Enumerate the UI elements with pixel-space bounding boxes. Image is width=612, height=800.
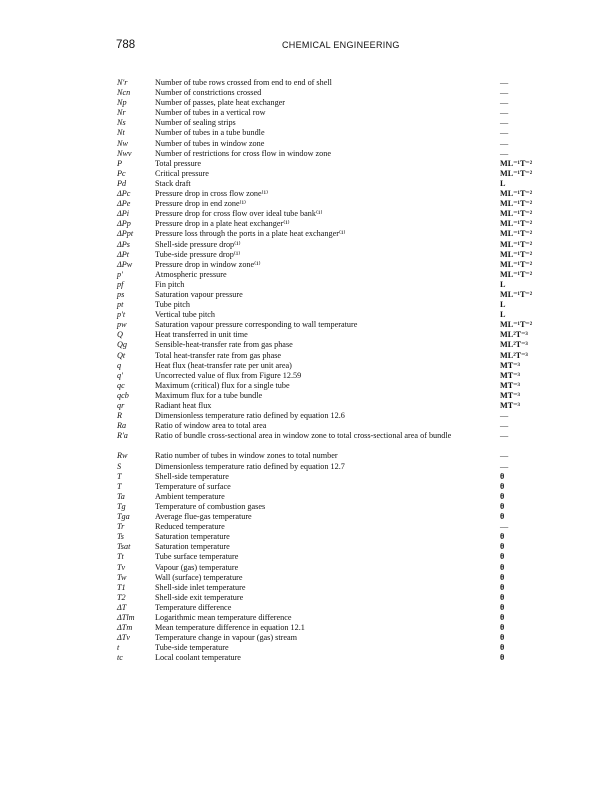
symbol: pf — [117, 279, 124, 289]
running-title: CHEMICAL ENGINEERING — [282, 40, 400, 50]
description: Total pressure — [155, 158, 202, 168]
description: Maximum (critical) flux for a single tube — [155, 380, 290, 390]
dimensions: ML⁻¹T⁻² — [500, 168, 533, 178]
table-row — [117, 411, 517, 421]
table-row — [117, 431, 517, 451]
description: Number of constrictions crossed — [155, 88, 262, 98]
description: Fin pitch — [155, 279, 185, 289]
dimensions: θ — [500, 562, 505, 572]
table-row — [117, 390, 520, 401]
dimensions: θ — [500, 542, 505, 552]
table-row — [117, 623, 517, 633]
symbol: S — [117, 461, 122, 471]
symbol: Tv — [117, 562, 126, 572]
description: Wall (surface) temperature — [155, 572, 243, 582]
table-row — [117, 451, 517, 461]
description: Maximum flux for a tube bundle — [155, 390, 263, 400]
symbol: Tt — [117, 552, 124, 562]
description: Number of tubes in a vertical row — [155, 108, 266, 118]
symbol: Nw — [117, 138, 128, 148]
symbol: N′r — [117, 78, 128, 87]
table-row — [117, 229, 533, 239]
dimensions: ML⁻¹T⁻² — [500, 259, 533, 269]
symbol: T2 — [117, 592, 126, 602]
table-row — [117, 239, 533, 250]
table-row — [117, 78, 517, 88]
description: Ratio of bundle cross-sectional area in window zone to total cross-sectional area of bundle — [155, 431, 452, 441]
symbol: ΔPe — [117, 199, 131, 209]
description: Pressure loss through the ports in a plate heat exchanger⁽¹⁾ — [155, 229, 346, 239]
description: Number of tubes in a tube bundle — [155, 128, 265, 138]
description: Saturation vapour pressure — [155, 289, 243, 299]
symbol: qcb — [117, 390, 129, 400]
symbol: Qt — [117, 350, 126, 360]
symbol: T1 — [117, 582, 126, 592]
symbol: ΔPpt — [117, 229, 134, 239]
description: Tube-side pressure drop⁽¹⁾ — [155, 249, 241, 259]
symbol: ΔPw — [117, 259, 133, 269]
table-row — [117, 370, 520, 381]
dimensions: ML²T⁻³ — [500, 350, 528, 360]
description: Atmospheric pressure — [155, 269, 227, 279]
dimensions: — — [500, 461, 509, 471]
table-row — [117, 462, 517, 472]
dimensions: — — [500, 88, 509, 98]
description: Average flue-gas temperature — [155, 512, 252, 522]
dimensions: MT⁻³ — [500, 360, 520, 370]
symbol: ΔPi — [117, 209, 130, 219]
description: Number of sealing strips — [155, 118, 236, 128]
table-row — [117, 653, 517, 663]
description: Tube surface temperature — [155, 552, 239, 562]
table-row — [117, 492, 517, 502]
description: Number of restrictions for cross flow in window zone — [155, 148, 331, 158]
dimensions: θ — [500, 532, 505, 542]
description: Heat transferred in unit time — [155, 330, 248, 340]
dimensions: ML²T⁻³ — [500, 340, 528, 350]
description: Pressure drop in window zone⁽¹⁾ — [155, 259, 261, 269]
description: Temperature of surface — [155, 481, 231, 491]
table-row — [117, 118, 517, 128]
symbol: q′ — [117, 370, 123, 380]
dimensions: L — [500, 310, 506, 320]
dimensions: θ — [500, 612, 505, 622]
table-row — [117, 98, 517, 108]
symbol: ΔPt — [117, 249, 130, 259]
dimensions: θ — [500, 501, 505, 511]
table-row — [117, 310, 517, 320]
table-row — [117, 360, 520, 371]
symbol: Ta — [117, 491, 125, 501]
symbol: Ra — [117, 421, 127, 431]
description: Vertical tube pitch — [155, 310, 216, 320]
dimensions: MT⁻³ — [500, 380, 520, 390]
description: Temperature difference — [155, 602, 232, 612]
table-row — [117, 573, 517, 583]
description: Vapour (gas) temperature — [155, 562, 239, 572]
symbol: Nt — [117, 128, 125, 138]
symbol: T — [117, 481, 122, 491]
description: Mean temperature difference in equation 12.1 — [155, 623, 305, 633]
dimensions: θ — [500, 602, 505, 612]
table-row — [117, 380, 520, 391]
dimensions: ML⁻¹T⁻² — [500, 229, 533, 239]
table-row — [117, 512, 517, 522]
description: Shell-side pressure drop⁽¹⁾ — [155, 239, 241, 249]
symbol: Ts — [117, 532, 124, 542]
symbol: Tg — [117, 501, 126, 511]
dimensions: θ — [500, 491, 505, 501]
table-row — [117, 350, 528, 361]
table-row — [117, 401, 520, 411]
symbol: tc — [117, 653, 123, 663]
table-row — [117, 330, 528, 340]
description: Dimensionless temperature ratio defined by equation 12.7 — [155, 461, 345, 471]
symbol: ΔT — [117, 602, 127, 612]
dimensions: — — [500, 108, 509, 118]
symbol: p′ — [117, 269, 123, 279]
table-row — [117, 269, 533, 280]
table-row — [117, 502, 517, 512]
page-header — [116, 39, 516, 53]
dimensions: θ — [500, 481, 505, 491]
symbol: Tsat — [117, 542, 131, 552]
dimensions: θ — [500, 471, 505, 481]
symbol: Np — [117, 98, 127, 108]
description: Stack draft — [155, 178, 191, 188]
symbol: Qg — [117, 340, 128, 350]
dimensions: — — [500, 421, 509, 431]
description: Shell-side temperature — [155, 471, 229, 481]
dimensions: ML⁻¹T⁻² — [500, 209, 533, 219]
description: Saturation vapour pressure corresponding to wall temperature — [155, 320, 358, 330]
symbol: T — [117, 471, 122, 481]
dimensions: θ — [500, 512, 505, 522]
description: Tube pitch — [155, 300, 190, 310]
description: Tube-side temperature — [155, 643, 229, 653]
table-row — [117, 593, 517, 603]
table-row — [117, 249, 533, 260]
symbol: Rw — [117, 451, 128, 461]
dimensions: — — [500, 522, 509, 532]
dimensions: — — [500, 431, 509, 441]
table-row — [117, 613, 517, 623]
dimensions: — — [500, 148, 509, 158]
description: Number of tubes in window zone — [155, 138, 265, 148]
description: Number of passes, plate heat exchanger — [155, 98, 286, 108]
dimensions: — — [500, 451, 509, 461]
table-row — [117, 128, 517, 138]
description: Ratio number of tubes in window zones to total number — [155, 451, 338, 461]
symbol: ΔTlm — [117, 612, 135, 622]
symbol: ps — [117, 289, 125, 299]
symbol: Tga — [117, 512, 130, 522]
table-row — [117, 289, 533, 300]
dimensions: θ — [500, 582, 505, 592]
table-row — [117, 280, 517, 290]
symbol: q — [117, 360, 122, 370]
description: Pressure drop in cross flow zone⁽¹⁾ — [155, 189, 269, 199]
symbol: Nr — [117, 108, 126, 118]
table-row — [117, 633, 517, 643]
table-row — [117, 88, 517, 98]
table-row — [117, 563, 517, 573]
description: Heat flux (heat-transfer rate per unit area) — [155, 360, 292, 370]
table-row — [117, 300, 517, 310]
description: Local coolant temperature — [155, 653, 241, 663]
description: Total heat-transfer rate from gas phase — [155, 350, 282, 360]
table-row — [117, 209, 533, 219]
table-row — [117, 179, 517, 189]
description: Ratio of window area to total area — [155, 421, 267, 431]
page-number: 788 — [116, 39, 136, 51]
description: Ambient temperature — [155, 491, 225, 501]
dimensions: ML⁻¹T⁻² — [500, 320, 533, 330]
dimensions: — — [500, 118, 509, 128]
description: Temperature change in vapour (gas) stream — [155, 633, 297, 643]
description: Shell-side inlet temperature — [155, 582, 246, 592]
symbol: ΔTm — [117, 623, 133, 633]
symbol: ΔPp — [117, 219, 131, 229]
dimensions: — — [500, 128, 509, 138]
dimensions: — — [500, 411, 509, 421]
dimensions: ML⁻¹T⁻² — [500, 158, 533, 168]
table-row — [117, 149, 517, 159]
symbol: p′t — [117, 310, 126, 320]
dimensions: — — [500, 138, 509, 148]
table-row — [117, 108, 517, 118]
symbol: ΔPc — [117, 189, 131, 199]
symbol: Nwv — [117, 148, 132, 158]
dimensions: MT⁻³ — [500, 370, 520, 380]
symbol: Ns — [117, 118, 126, 128]
dimensions: L — [500, 279, 506, 289]
description: Logarithmic mean temperature difference — [155, 612, 292, 622]
table-row — [117, 603, 517, 613]
dimensions: ML⁻¹T⁻² — [500, 199, 533, 209]
dimensions: ML⁻¹T⁻² — [500, 239, 533, 249]
dimensions: MT⁻³ — [500, 390, 520, 400]
table-row — [117, 340, 528, 350]
table-row — [117, 482, 517, 492]
description: Radiant heat flux — [155, 401, 212, 410]
nomenclature-table — [117, 78, 533, 663]
description: Saturation temperature — [155, 532, 230, 542]
table-row — [117, 542, 517, 552]
dimensions: θ — [500, 633, 505, 643]
description: Reduced temperature — [155, 522, 225, 532]
table-row — [117, 168, 533, 179]
symbol: pw — [117, 320, 127, 330]
dimensions: θ — [500, 653, 505, 663]
dimensions: ML⁻¹T⁻² — [500, 249, 533, 259]
dimensions: — — [500, 78, 509, 87]
symbol: R — [117, 411, 123, 421]
description: Dimensionless temperature ratio defined by equation 12.6 — [155, 411, 345, 421]
dimensions: — — [500, 98, 509, 108]
description: Saturation temperature — [155, 542, 230, 552]
symbol: ΔTv — [117, 633, 130, 643]
symbol: Q — [117, 330, 123, 340]
description: Critical pressure — [155, 168, 209, 178]
table-row — [117, 199, 533, 209]
table-row — [117, 139, 517, 149]
dimensions: ML⁻¹T⁻² — [500, 269, 533, 279]
table-row — [117, 259, 533, 270]
dimensions: ML⁻¹T⁻² — [500, 289, 533, 299]
symbol: Tw — [117, 572, 127, 582]
description: Temperature of combustion gases — [155, 501, 266, 511]
dimensions: θ — [500, 643, 505, 653]
table-row — [117, 643, 517, 653]
dimensions: θ — [500, 592, 505, 602]
dimensions: MT⁻³ — [500, 401, 520, 410]
description: Sensible-heat-transfer rate from gas phase — [155, 340, 293, 350]
table-row — [117, 320, 533, 330]
symbol: ΔPs — [117, 239, 130, 249]
dimensions: ML²T⁻³ — [500, 330, 528, 340]
table-row — [117, 219, 533, 229]
description: Pressure drop for cross flow over ideal tube bank⁽¹⁾ — [155, 209, 323, 219]
symbol: qc — [117, 380, 125, 390]
symbol: qr — [117, 401, 125, 410]
dimensions: ML⁻¹T⁻² — [500, 219, 533, 229]
table-row — [117, 532, 517, 542]
table-row — [117, 583, 517, 593]
dimensions: L — [500, 300, 506, 310]
dimensions: ML⁻¹T⁻² — [500, 189, 533, 199]
dimensions: θ — [500, 552, 505, 562]
description: Number of tube rows crossed from end to end of shell — [155, 78, 332, 87]
description: Shell-side exit temperature — [155, 592, 244, 602]
table-row — [117, 552, 517, 562]
symbol: Tr — [117, 522, 125, 532]
symbol: P — [117, 158, 123, 168]
description: Pressure drop in end zone⁽¹⁾ — [155, 199, 247, 209]
dimensions: θ — [500, 623, 505, 633]
symbol: Ncn — [117, 88, 131, 98]
table-row — [117, 158, 533, 169]
dimensions: L — [500, 178, 506, 188]
table-row — [117, 421, 517, 431]
description: Pressure drop in a plate heat exchanger⁽¹⁾ — [155, 219, 290, 229]
symbol: R′a — [117, 431, 128, 441]
table-row — [117, 189, 533, 199]
symbol: t — [117, 643, 120, 653]
dimensions: θ — [500, 572, 505, 582]
symbol: pt — [117, 300, 124, 310]
symbol: Pd — [117, 178, 127, 188]
description: Uncorrected value of flux from Figure 12.59 — [155, 370, 302, 380]
table-row — [117, 522, 517, 532]
symbol: Pc — [117, 168, 126, 178]
table-row — [117, 472, 517, 482]
